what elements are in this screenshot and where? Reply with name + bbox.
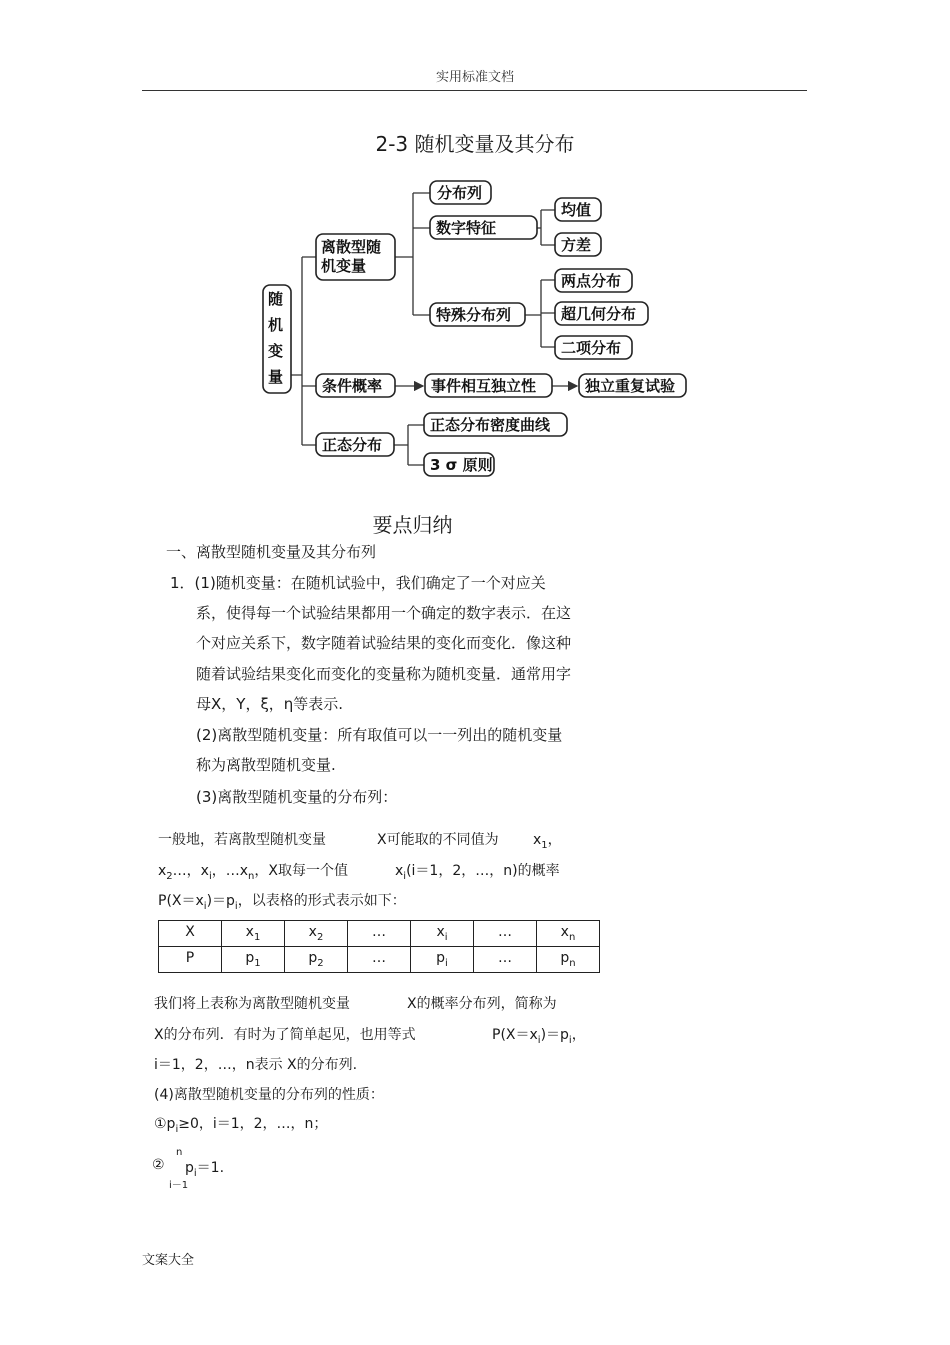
svg-text:分布列: 分布列 [437,184,483,202]
sum-upper-limit: n [176,1147,183,1158]
para1-line5: 母X，Y，ξ，η等表示. [196,695,344,713]
general-line1-b: X可能取的不同值为 [377,832,499,848]
table-row-x [159,921,600,947]
svg-text:独立重复试验: 独立重复试验 [585,377,676,395]
svg-text:3 σ 原则: 3 σ 原则 [430,456,493,474]
connector-normal [394,425,424,465]
general-line2-b: $x_i(i=1$，2，…，n)的概率 [395,863,560,882]
page-title: 2-3 随机变量及其分布 [375,132,575,156]
node-hypergeometric [555,302,648,325]
general-line3: $P(X=x_i)=p_i$，以表格的形式表示如下： [158,893,406,912]
node-distribution-list [430,181,491,204]
node-event-independence [425,374,552,397]
table-cell: … [348,947,411,973]
node-binomial [555,336,632,359]
node-mean [555,198,601,221]
after-line1-a: 我们将上表称为离散型随机变量 [154,996,350,1012]
connector-special [525,280,555,347]
table-cell: $x_2$ [285,921,348,947]
svg-text:数字特征: 数字特征 [436,219,497,237]
table-row-p [159,947,600,973]
general-line2: $x_2\dots$，$x_i$，$\dots x_n$，X取每一个值 [158,863,348,882]
after-line1-b: X的概率分布列，简称为 [407,996,557,1012]
connector-feature [537,210,555,245]
svg-text:事件相互独立性: 事件相互独立性 [431,377,537,395]
svg-text:超几何分布: 超几何分布 [561,305,637,323]
concept-map-diagram [255,170,695,482]
para2-line2: 称为离散型随机变量. [196,756,336,774]
svg-text:机: 机 [268,316,284,334]
para3: (3)离散型随机变量的分布列： [196,788,398,806]
table-cell: $p_1$ [222,947,285,973]
node-random-variable [263,285,291,393]
node-normal-density-curve [424,413,567,436]
svg-text:机变量: 机变量 [321,257,367,275]
node-two-point [555,269,632,292]
sum-lower-limit: i－1 [169,1180,189,1191]
node-special-distribution [430,303,525,326]
after-line2-a: X的分布列．有时为了简单起见，也用等式 [154,1027,416,1043]
after-line4: (4)离散型随机变量的分布列的性质： [154,1087,384,1103]
svg-text:正态分布密度曲线: 正态分布密度曲线 [430,416,551,434]
property-one: $①p_i\ge 0$，i＝1，2，…，n； [154,1116,328,1135]
table-cell: $p_i$ [411,947,474,973]
table-cell: $x_1$ [222,921,285,947]
node-numeric-feature [430,216,537,239]
table-cell: $p_n$ [537,947,600,973]
heading-discrete: 一、离散型随机变量及其分布列 [166,543,377,561]
table-cell: … [474,921,537,947]
node-conditional-probability [316,374,395,397]
distribution-table [158,920,600,973]
header-rule [142,90,807,91]
after-line3: i＝1，2，…，n表示 X的分布列. [154,1057,358,1073]
para1-line2: 系，使得每一个试验结果都用一个确定的数字表示．在这 [196,604,572,622]
connector-discrete [395,193,430,315]
svg-text:特殊分布列: 特殊分布列 [436,306,512,324]
table-cell: X [159,921,222,947]
svg-text:条件概率: 条件概率 [322,377,383,395]
property-two-formula: $p_i=1$. [185,1160,225,1179]
table-cell: $x_n$ [537,921,600,947]
svg-text:正态分布: 正态分布 [322,436,383,454]
after-line2-b: $P(X=x_i)=p_i$， [492,1027,586,1046]
node-variance [555,233,601,256]
svg-text:均值: 均值 [561,201,592,219]
general-line1-a: 一般地，若离散型随机变量 [158,832,326,848]
page-header: 实用标准文档 [435,70,514,85]
table-cell: $p_2$ [285,947,348,973]
svg-text:随: 随 [268,290,284,308]
para1-line3: 个对应关系下，数字随着试验结果的变化而变化．像这种 [196,634,572,652]
svg-text:变: 变 [268,342,284,360]
property-two-circle: ② [152,1157,165,1173]
svg-text:二项分布: 二项分布 [561,339,622,357]
svg-text:量: 量 [268,368,284,386]
table-cell: … [348,921,411,947]
node-independent-trials [579,374,686,397]
table-cell: P [159,947,222,973]
para1-line1: 1．(1)随机变量：在随机试验中，我们确定了一个对应关 [170,574,546,592]
svg-text:方差: 方差 [561,236,592,254]
node-discrete-variable [316,234,395,280]
svg-text:两点分布: 两点分布 [561,272,622,290]
svg-text:离散型随: 离散型随 [321,238,382,256]
node-normal-distribution [316,433,394,456]
table-cell: … [474,947,537,973]
section-title: 要点归纳 [372,513,453,537]
general-line1-c: $x_1$， [533,832,562,851]
node-three-sigma [424,453,494,476]
connector-root [291,257,316,445]
page-footer: 文案大全 [142,1253,195,1268]
para2-line1: (2)离散型随机变量：所有取值可以一一列出的随机变量 [196,726,563,744]
para1-line4: 随着试验结果变化而变化的变量称为随机变量．通常用字 [196,665,572,683]
table-cell: $x_i$ [411,921,474,947]
